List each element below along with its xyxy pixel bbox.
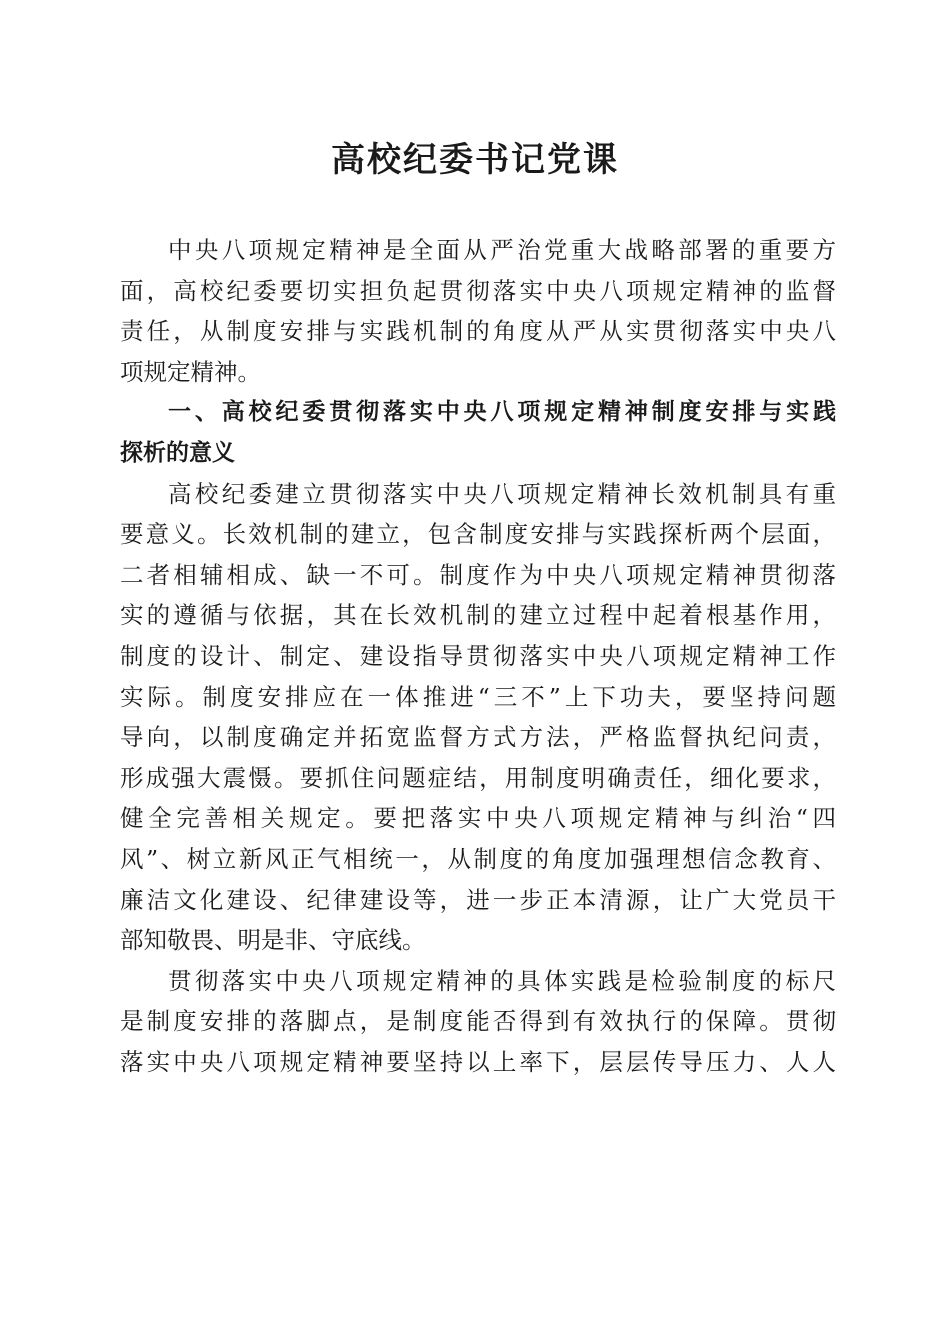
document-title: 高校纪委书记党课: [331, 140, 619, 180]
paragraph-line: 面，高校纪委要切实担负起贯彻落实中央八项规定精神的监督: [120, 276, 836, 305]
paragraph-line: 是制度安排的落脚点，是制度能否得到有效执行的保障。贯彻: [120, 1007, 836, 1036]
paragraph-line: 二者相辅相成、缺一不可。制度作为中央八项规定精神贯彻落: [120, 560, 836, 589]
paragraph-line: 中央八项规定精神是全面从严治党重大战略部署的重要方: [168, 236, 836, 264]
section-heading: 一、高校纪委贯彻落实中央八项规定精神制度安排与实践: [168, 399, 836, 426]
section-heading: 探析的意义: [120, 439, 235, 466]
paragraph-line: 形成强大震慑。要抓住问题症结，用制度明确责任，细化要求，: [120, 763, 836, 792]
paragraph-line: 要意义。长效机制的建立，包含制度安排与实践探析两个层面，: [120, 520, 836, 549]
paragraph-line: 导向，以制度确定并拓宽监督方式方法，严格监督执纪问责，: [120, 723, 836, 752]
paragraph-line: 部知敬畏、明是非、守底线。: [120, 926, 426, 955]
paragraph-line: 实的遵循与依据，其在长效机制的建立过程中起着根基作用，: [120, 601, 836, 630]
paragraph-line: 健全完善相关规定。要把落实中央八项规定精神与纠治“四: [120, 804, 836, 833]
paragraph-line: 制度的设计、制定、建设指导贯彻落实中央八项规定精神工作: [120, 641, 836, 670]
paragraph-line: 项规定精神。: [120, 357, 261, 386]
paragraph-line: 实际。制度安排应在一体推进“三不”上下功夫，要坚持问题: [120, 682, 836, 711]
paragraph-line: 风”、树立新风正气相统一，从制度的角度加强理想信念教育、: [120, 844, 836, 873]
paragraph-line: 高校纪委建立贯彻落实中央八项规定精神长效机制具有重: [168, 479, 836, 508]
paragraph-line: 廉洁文化建设、纪律建设等，进一步正本清源，让广大党员干: [120, 885, 836, 914]
document-body: [120, 230, 836, 1082]
paragraph-line: 落实中央八项规定精神要坚持以上率下，层层传导压力、人人: [120, 1047, 836, 1076]
paragraph-line: 贯彻落实中央八项规定精神的具体实践是检验制度的标尺: [168, 966, 836, 995]
paragraph-line: 责任，从制度安排与实践机制的角度从严从实贯彻落实中央八: [120, 317, 836, 346]
